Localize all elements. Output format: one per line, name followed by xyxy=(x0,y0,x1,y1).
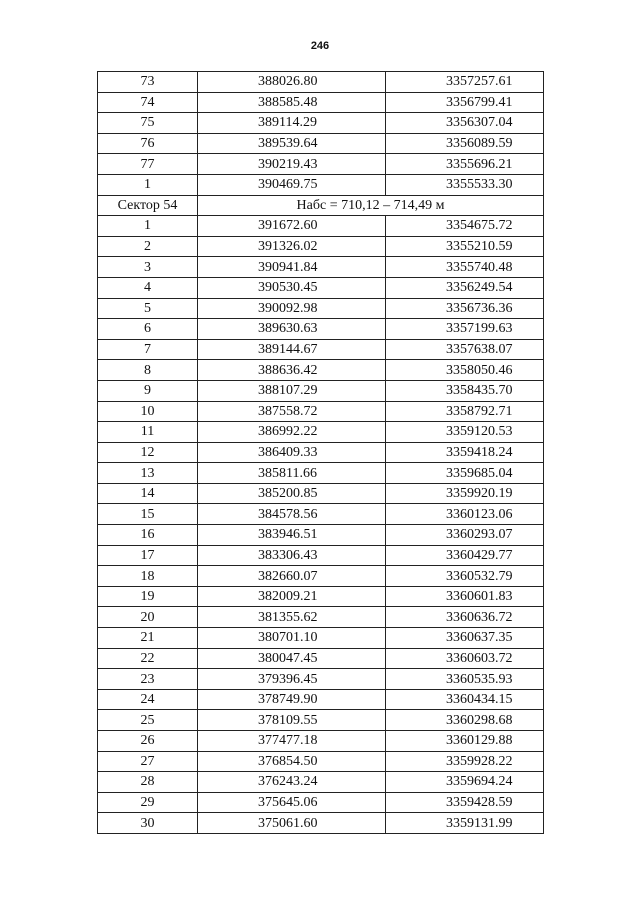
point-number: 14 xyxy=(98,483,198,504)
table-row xyxy=(98,731,544,752)
table-row xyxy=(98,525,544,546)
coordinate-y: 3359131.99 xyxy=(386,813,544,834)
coordinate-y: 3360603.72 xyxy=(386,648,544,669)
coordinate-x: 391326.02 xyxy=(198,236,386,257)
table-row xyxy=(98,339,544,360)
coordinate-x: 388636.42 xyxy=(198,360,386,381)
coordinate-x: 377477.18 xyxy=(198,731,386,752)
page-number: 246 xyxy=(310,40,330,52)
coordinate-y: 3360123.06 xyxy=(386,504,544,525)
point-number: 6 xyxy=(98,319,198,340)
coordinate-y: 3357638.07 xyxy=(386,339,544,360)
coordinate-x: 389539.64 xyxy=(198,133,386,154)
table-row xyxy=(98,298,544,319)
table-row xyxy=(98,72,544,93)
coordinate-x: 375061.60 xyxy=(198,813,386,834)
coordinate-x: 390219.43 xyxy=(198,154,386,175)
point-number: 17 xyxy=(98,545,198,566)
coordinate-x: 382009.21 xyxy=(198,586,386,607)
point-number: 29 xyxy=(98,792,198,813)
table-row xyxy=(98,319,544,340)
table-row xyxy=(98,813,544,834)
coordinate-x: 386992.22 xyxy=(198,422,386,443)
table-row xyxy=(98,113,544,134)
coordinate-x: 390530.45 xyxy=(198,277,386,298)
table-row xyxy=(98,257,544,278)
coordinate-x: 383306.43 xyxy=(198,545,386,566)
coordinate-x: 379396.45 xyxy=(198,669,386,690)
table-row xyxy=(98,586,544,607)
coordinate-x: 380047.45 xyxy=(198,648,386,669)
table-row xyxy=(98,442,544,463)
point-number: 9 xyxy=(98,380,198,401)
coordinate-y: 3355696.21 xyxy=(386,154,544,175)
point-number: 18 xyxy=(98,566,198,587)
point-number: 5 xyxy=(98,298,198,319)
table-row xyxy=(98,628,544,649)
table-row xyxy=(98,648,544,669)
point-number: 13 xyxy=(98,463,198,484)
point-number: 77 xyxy=(98,154,198,175)
table-row xyxy=(98,751,544,772)
coordinate-x: 383946.51 xyxy=(198,525,386,546)
table-row xyxy=(98,277,544,298)
table-body-after xyxy=(98,216,544,834)
coordinate-y: 3358050.46 xyxy=(386,360,544,381)
point-number: 15 xyxy=(98,504,198,525)
sector-header xyxy=(98,195,544,216)
coordinate-x: 388026.80 xyxy=(198,72,386,93)
point-number: 4 xyxy=(98,277,198,298)
table-row xyxy=(98,545,544,566)
coordinate-y: 3360636.72 xyxy=(386,607,544,628)
table-row xyxy=(98,174,544,195)
table-row xyxy=(98,216,544,237)
point-number: 2 xyxy=(98,236,198,257)
sector-row xyxy=(98,195,544,216)
point-number: 10 xyxy=(98,401,198,422)
coordinate-y: 3358435.70 xyxy=(386,380,544,401)
coordinate-y: 3354675.72 xyxy=(386,216,544,237)
table-body-before xyxy=(98,72,544,196)
point-number: 26 xyxy=(98,731,198,752)
coordinate-y: 3360298.68 xyxy=(386,710,544,731)
coordinate-y: 3359428.59 xyxy=(386,792,544,813)
coordinate-x: 378109.55 xyxy=(198,710,386,731)
table-row xyxy=(98,566,544,587)
table-row xyxy=(98,463,544,484)
sector-height-range: Набс = 710,12 – 714,49 м xyxy=(198,195,544,216)
coordinate-x: 385200.85 xyxy=(198,483,386,504)
coordinate-x: 386409.33 xyxy=(198,442,386,463)
coordinate-x: 388107.29 xyxy=(198,380,386,401)
coordinate-y: 3360429.77 xyxy=(386,545,544,566)
point-number: 25 xyxy=(98,710,198,731)
coordinate-x: 390092.98 xyxy=(198,298,386,319)
point-number: 16 xyxy=(98,525,198,546)
coordinate-y: 3360129.88 xyxy=(386,731,544,752)
coordinate-x: 389630.63 xyxy=(198,319,386,340)
point-number: 19 xyxy=(98,586,198,607)
coordinate-y: 3357199.63 xyxy=(386,319,544,340)
coordinate-y: 3360535.93 xyxy=(386,669,544,690)
point-number: 24 xyxy=(98,689,198,710)
point-number: 12 xyxy=(98,442,198,463)
coordinate-y: 3355533.30 xyxy=(386,174,544,195)
point-number: 73 xyxy=(98,72,198,93)
coordinate-y: 3355210.59 xyxy=(386,236,544,257)
table-row xyxy=(98,133,544,154)
table-row xyxy=(98,401,544,422)
coordinate-y: 3359685.04 xyxy=(386,463,544,484)
coordinates-table xyxy=(97,71,544,834)
point-number: 7 xyxy=(98,339,198,360)
coordinate-y: 3359694.24 xyxy=(386,772,544,793)
table-row xyxy=(98,792,544,813)
point-number: 28 xyxy=(98,772,198,793)
coordinate-y: 3359920.19 xyxy=(386,483,544,504)
coordinate-x: 385811.66 xyxy=(198,463,386,484)
table-row xyxy=(98,360,544,381)
coordinate-x: 387558.72 xyxy=(198,401,386,422)
point-number: 1 xyxy=(98,174,198,195)
coordinate-y: 3355740.48 xyxy=(386,257,544,278)
point-number: 75 xyxy=(98,113,198,134)
coordinate-x: 388585.48 xyxy=(198,92,386,113)
coordinate-y: 3359928.22 xyxy=(386,751,544,772)
point-number: 11 xyxy=(98,422,198,443)
point-number: 21 xyxy=(98,628,198,649)
coordinate-x: 390469.75 xyxy=(198,174,386,195)
table-row xyxy=(98,504,544,525)
point-number: 30 xyxy=(98,813,198,834)
table-row xyxy=(98,92,544,113)
coordinate-x: 375645.06 xyxy=(198,792,386,813)
coordinate-x: 378749.90 xyxy=(198,689,386,710)
coordinate-y: 3360532.79 xyxy=(386,566,544,587)
point-number: 22 xyxy=(98,648,198,669)
coordinate-x: 384578.56 xyxy=(198,504,386,525)
table-row xyxy=(98,422,544,443)
coordinate-y: 3357257.61 xyxy=(386,72,544,93)
coordinate-x: 376243.24 xyxy=(198,772,386,793)
point-number: 74 xyxy=(98,92,198,113)
table-row xyxy=(98,772,544,793)
table-row xyxy=(98,689,544,710)
coordinate-x: 391672.60 xyxy=(198,216,386,237)
coordinate-y: 3356799.41 xyxy=(386,92,544,113)
coordinate-y: 3360601.83 xyxy=(386,586,544,607)
coordinate-y: 3360637.35 xyxy=(386,628,544,649)
coordinate-y: 3356736.36 xyxy=(386,298,544,319)
table-row xyxy=(98,380,544,401)
coordinate-y: 3356089.59 xyxy=(386,133,544,154)
coordinate-y: 3360434.15 xyxy=(386,689,544,710)
point-number: 23 xyxy=(98,669,198,690)
table-row xyxy=(98,236,544,257)
coordinate-y: 3356249.54 xyxy=(386,277,544,298)
table-row xyxy=(98,669,544,690)
point-number: 76 xyxy=(98,133,198,154)
coordinate-x: 389144.67 xyxy=(198,339,386,360)
point-number: 3 xyxy=(98,257,198,278)
coordinate-x: 382660.07 xyxy=(198,566,386,587)
coordinate-x: 380701.10 xyxy=(198,628,386,649)
coordinate-x: 376854.50 xyxy=(198,751,386,772)
table-row xyxy=(98,607,544,628)
coordinate-y: 3358792.71 xyxy=(386,401,544,422)
coordinate-x: 390941.84 xyxy=(198,257,386,278)
table-row xyxy=(98,483,544,504)
coordinate-y: 3359418.24 xyxy=(386,442,544,463)
point-number: 27 xyxy=(98,751,198,772)
coordinate-y: 3356307.04 xyxy=(386,113,544,134)
coordinate-x: 381355.62 xyxy=(198,607,386,628)
point-number: 20 xyxy=(98,607,198,628)
table-row xyxy=(98,710,544,731)
coordinate-y: 3359120.53 xyxy=(386,422,544,443)
coordinate-y: 3360293.07 xyxy=(386,525,544,546)
table-row xyxy=(98,154,544,175)
sector-name: Сектор 54 xyxy=(98,195,198,216)
point-number: 8 xyxy=(98,360,198,381)
coordinate-x: 389114.29 xyxy=(198,113,386,134)
point-number: 1 xyxy=(98,216,198,237)
